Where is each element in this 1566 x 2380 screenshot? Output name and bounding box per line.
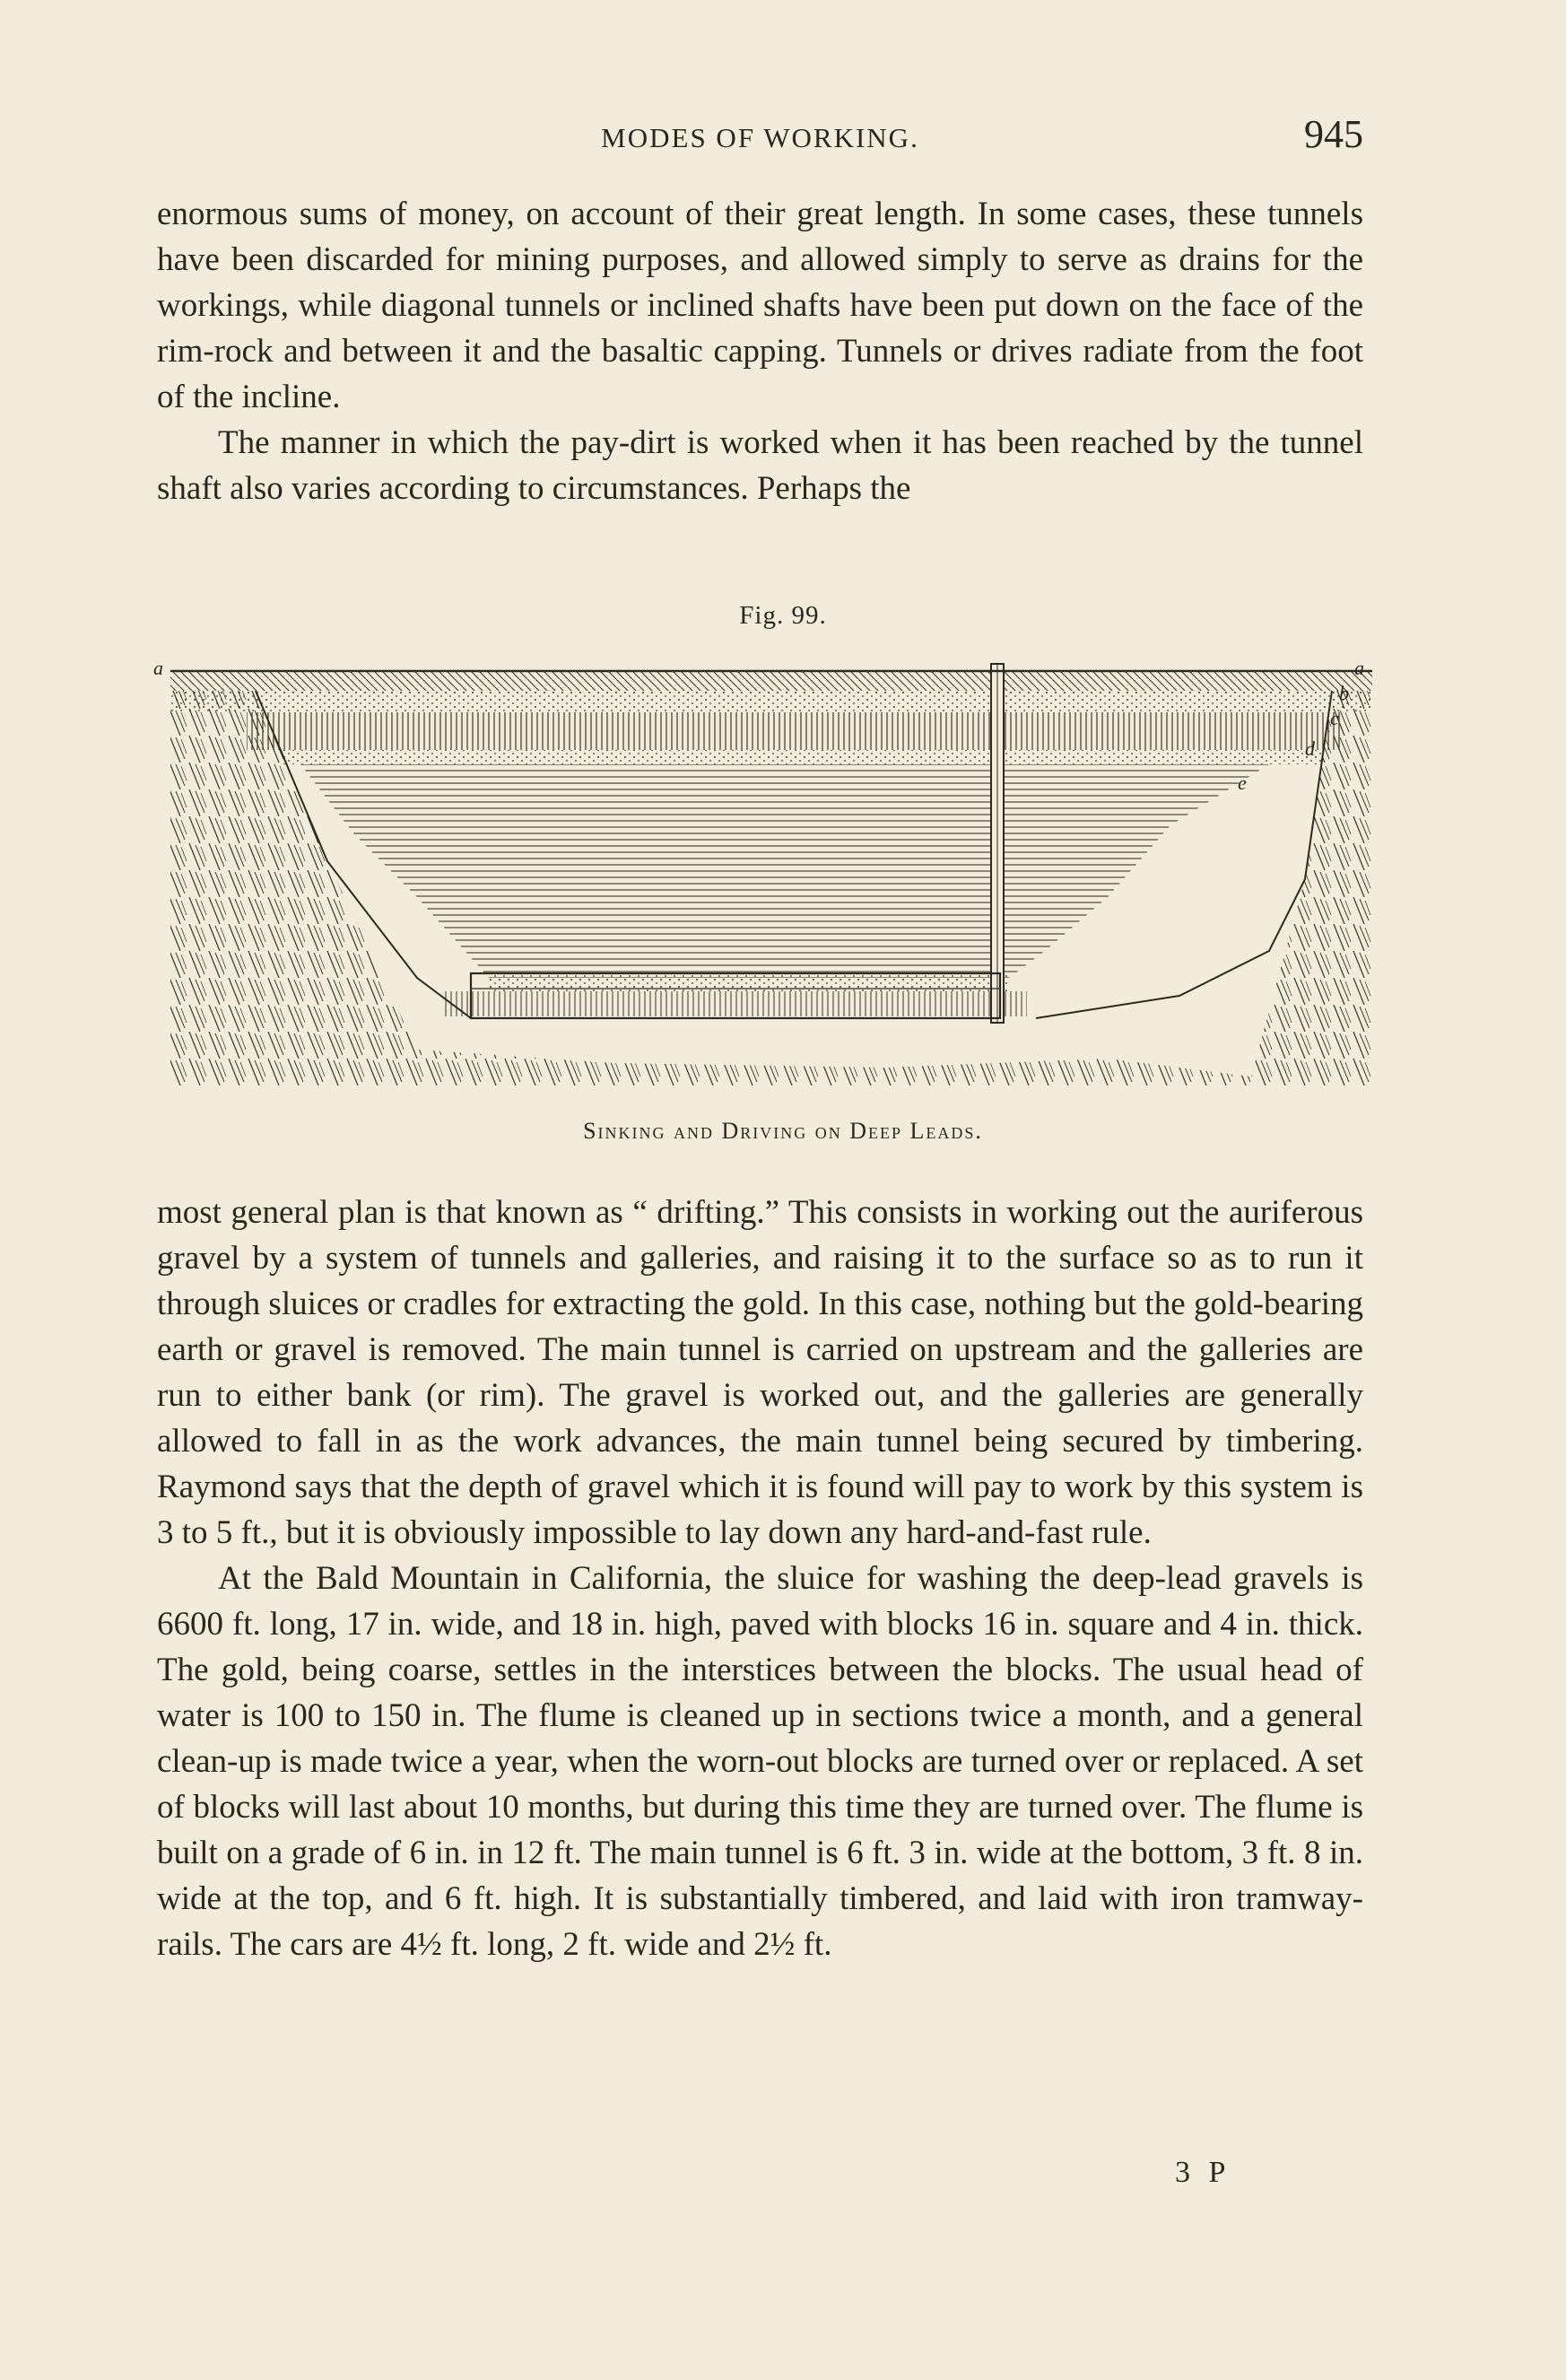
figure-caption: Sinking and Driving on Deep Leads. — [583, 1118, 983, 1144]
letter-a-left: a — [153, 657, 163, 679]
body-text-bottom — [157, 1190, 1363, 1967]
letter-a-right: a — [1354, 657, 1364, 679]
letter-e: e — [1238, 772, 1247, 794]
paragraph: enormous sums of money, on account of their great length. In some cases, these tunnels have been discarded for mining purposes, and allowed simply to serve as drains for the workings, while diagonal tunnels or inclined shafts have been put down on the face of the rim-rock and between it and the basaltic capping. Tunnels or drives radiate from the foot of the incline. — [157, 196, 1363, 415]
running-title: MODES OF WORKING. — [601, 122, 919, 153]
strata-diagram — [170, 664, 1372, 1085]
body-text-top — [157, 191, 1363, 511]
figure-illustration — [148, 655, 1381, 1094]
letter-d: d — [1305, 737, 1315, 760]
letter-b: b — [1339, 682, 1349, 704]
paragraph: At the Bald Mountain in California, the sluice for washing the deep-lead gravels is 6600 ft. long, 17 in. wide, and 18 in. high, paved with blocks 16 in. square and 4 in. thick. The gold, being coarse, settles in the interstices between the blocks. The usual head of water is 100 to 150 in. The flume is cleaned up in sections twice a month, and a general clean-up is made twice a year, when the worn-out blocks are turned over or replaced. A set of blocks will last about 10 months, but during this time they are turned over. The flume is built on a grade of 6 in. in 12 ft. The main tunnel is 6 ft. 3 in. wide at the bottom, 3 ft. 8 in. wide at the top, and 6 ft. high. It is substantially timbered, and laid with iron tramway-rails. The cars are 4½ ft. long, 2 ft. wide and 2½ ft. — [157, 1560, 1363, 1963]
page-number: 945 — [1304, 112, 1363, 156]
signature-mark: 3 P — [1175, 2156, 1231, 2189]
paragraph: The manner in which the pay-dirt is worked when it has been reached by the tunnel shaft also varies according to circumstances. Perhaps the — [157, 424, 1363, 507]
letter-c: c — [1330, 707, 1339, 729]
running-head — [157, 106, 1363, 160]
figure-label: Fig. 99. — [739, 601, 827, 630]
paragraph: most general plan is that known as “ drifting.” This consists in working out the auriferous gravel by a system of tunnels and galleries, and raising it to the surface so as to run it through sluices or cradles for extracting the gold. In this case, nothing but the gold-bearing earth or gravel is removed. The main tunnel is carried on upstream and the galleries are run to either bank (or rim). The gravel is worked out, and the galleries are generally allowed to fall in as the work advances, the main tunnel being secured by timbering. Raymond says that the depth of gravel which it is found will pay to work by this system is 3 to 5 ft., but it is obviously impossible to lay down any hard-and-fast rule. — [157, 1194, 1363, 1551]
